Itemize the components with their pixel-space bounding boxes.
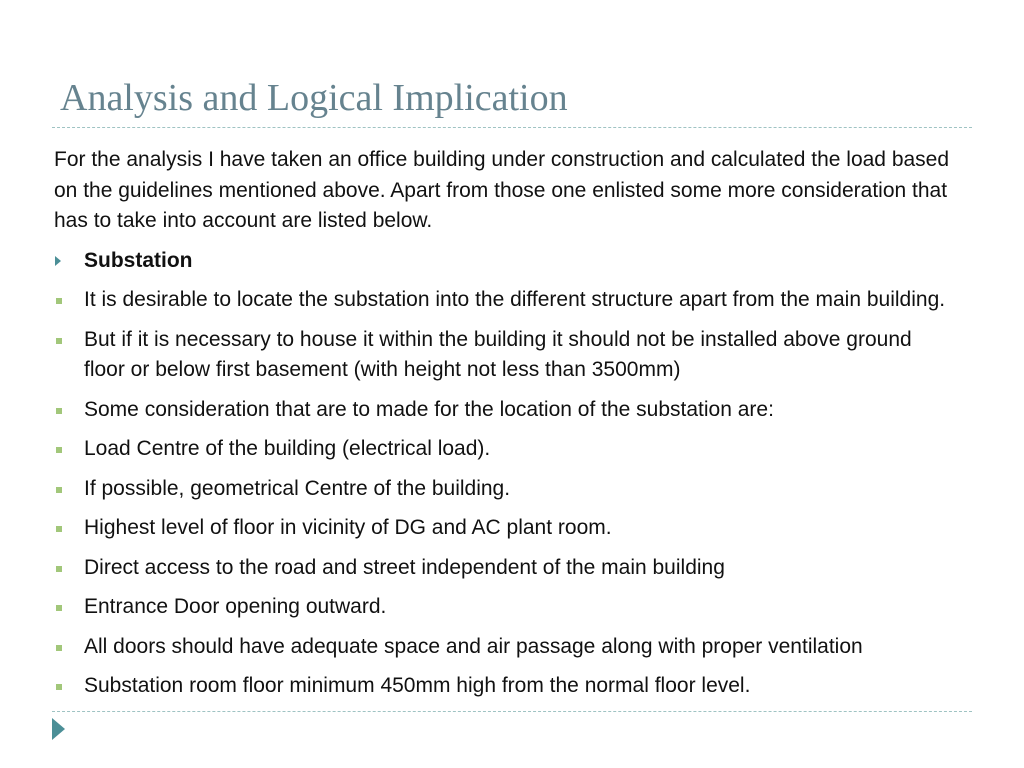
list-item-text: Highest level of floor in vicinity of DG and AC plant room. xyxy=(84,516,612,539)
list-item xyxy=(54,325,954,386)
square-bullet-icon xyxy=(54,592,68,622)
intro-paragraph: For the analysis I have taken an office building under construction and calculated the load based on the guidelines mentioned above. Apart from those one enlisted some more consideration that has to take into account are listed below. xyxy=(54,148,950,232)
list-item-text: But if it is necessary to house it within the building it should not be installed above ground floor or below first basement (with height not less than 3500mm) xyxy=(84,327,912,381)
list-item xyxy=(54,671,954,702)
list-item xyxy=(54,632,954,663)
square-bullet-icon xyxy=(54,474,68,504)
square-bullet-icon xyxy=(54,513,68,543)
square-bullet-icon xyxy=(54,671,68,701)
corner-triangle-icon xyxy=(52,718,65,740)
slide-body xyxy=(54,145,954,711)
list-item xyxy=(54,474,954,505)
list-item xyxy=(54,513,954,544)
section-heading-substation xyxy=(54,246,954,277)
footer-divider xyxy=(52,711,972,712)
list-item-text: Direct access to the road and street independent of the main building xyxy=(84,555,725,579)
square-bullet-icon xyxy=(54,325,68,355)
square-bullet-icon xyxy=(54,395,68,425)
list-item-text: If possible, geometrical Centre of the building. xyxy=(84,476,511,500)
list-item xyxy=(54,434,954,465)
arrow-bullet-icon xyxy=(54,246,68,276)
title-divider xyxy=(52,127,972,128)
list-item-text: Substation room floor minimum 450mm high from the normal floor level. xyxy=(84,674,751,697)
list-item-text: Some consideration that are to made for the location of the substation are: xyxy=(84,397,774,421)
list-item-text: All doors should have adequate space and air passage along with proper ventilation xyxy=(84,634,863,658)
list-item-text: Load Centre of the building (electrical load). xyxy=(84,437,491,460)
square-bullet-icon xyxy=(54,553,68,583)
list-item xyxy=(54,285,954,316)
square-bullet-icon xyxy=(54,434,68,464)
list-item-text: Entrance Door opening outward. xyxy=(84,595,387,618)
square-bullet-icon xyxy=(54,285,68,315)
list-item xyxy=(54,592,954,623)
section-heading-label: Substation xyxy=(84,248,193,272)
list-item xyxy=(54,553,954,584)
list-item xyxy=(54,395,954,426)
slide-title: Analysis and Logical Implication xyxy=(60,77,568,119)
square-bullet-icon xyxy=(54,632,68,662)
list-item-text: It is desirable to locate the substation into the different structure apart from the main building. xyxy=(84,288,946,311)
